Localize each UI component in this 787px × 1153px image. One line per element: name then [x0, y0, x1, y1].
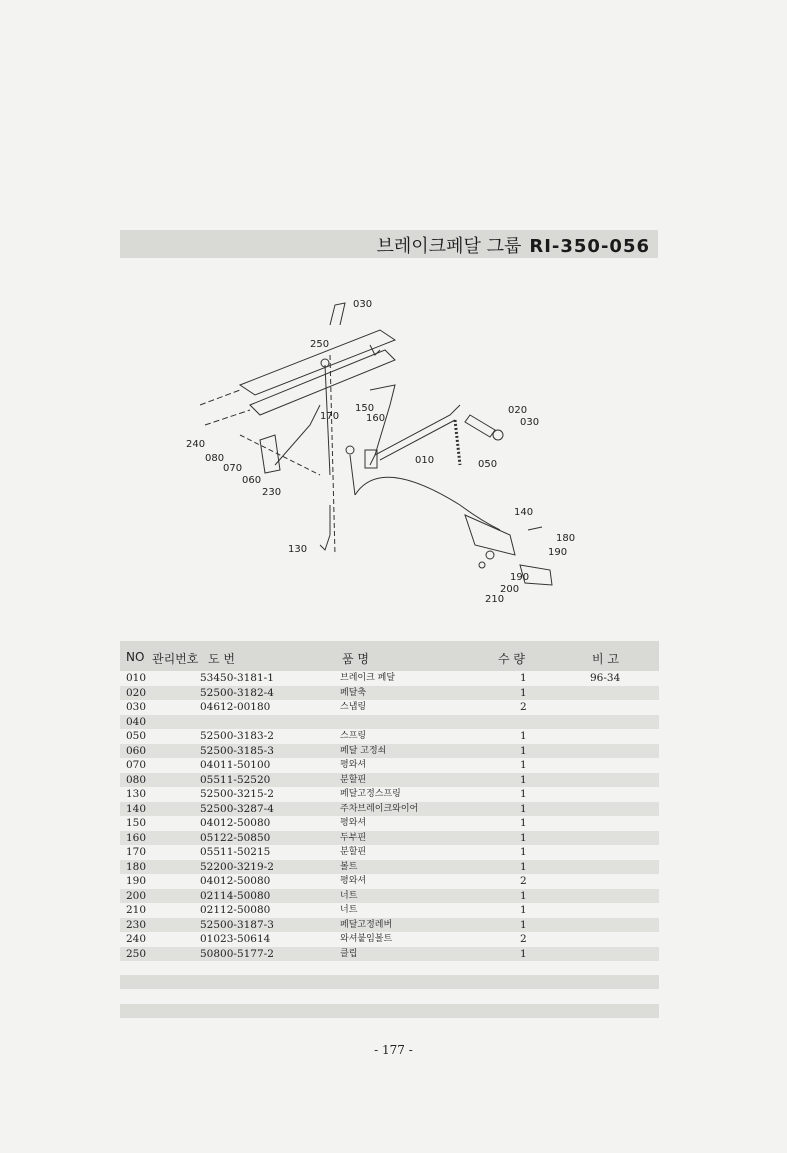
- part-number: 030: [126, 701, 147, 713]
- diagram-label: 250: [310, 339, 330, 350]
- table-row: [120, 700, 659, 715]
- quantity: 1: [520, 773, 527, 786]
- part-number: 240: [126, 933, 147, 945]
- diagram-label: 180: [556, 533, 576, 544]
- part-name: 페달고정레버: [340, 919, 393, 930]
- table-row: [120, 802, 659, 817]
- part-number: 060: [126, 744, 147, 757]
- diagram-label: 190: [510, 572, 530, 583]
- part-name: 스프링: [340, 731, 367, 741]
- part-number: 010: [126, 672, 147, 684]
- table-row: [120, 773, 659, 788]
- table-row: [120, 831, 659, 846]
- table-header: [120, 641, 659, 671]
- header-mgmt: 관리번호: [152, 652, 199, 666]
- drawing-number: 52500-3187-3: [200, 918, 274, 931]
- drawing-number: 02112-50080: [200, 904, 271, 916]
- part-name: 페달 고정쇠: [340, 745, 387, 756]
- drawing-number: 52200-3219-2: [200, 860, 274, 873]
- drawing-number: 52500-3183-2: [200, 730, 274, 742]
- part-number: 210: [126, 904, 147, 916]
- parts-table: [120, 641, 659, 961]
- part-number: 180: [126, 860, 147, 873]
- table-row: [120, 932, 659, 947]
- part-name: 분할핀: [340, 847, 367, 857]
- part-number: 250: [126, 947, 147, 960]
- part-number: 080: [126, 773, 147, 786]
- diagram-label: 240: [186, 439, 206, 450]
- part-name: 너트: [340, 890, 358, 901]
- drawing-number: 01023-50614: [200, 933, 271, 945]
- quantity: 1: [520, 686, 527, 699]
- part-name: 주차브레이크와이어: [340, 803, 419, 814]
- drawing-number: 52500-3215-2: [200, 788, 274, 800]
- drawing-number: 52500-3185-3: [200, 744, 274, 757]
- table-filler-row: [120, 975, 659, 989]
- quantity: 1: [520, 817, 527, 829]
- diagram-label: 080: [205, 453, 225, 464]
- diagram-label: 020: [508, 405, 528, 416]
- diagram-label: 060: [242, 475, 262, 486]
- quantity: 1: [520, 831, 527, 844]
- part-number: 230: [126, 918, 147, 931]
- table-row: [120, 918, 659, 933]
- table-row: [120, 903, 659, 918]
- part-name: 클립: [340, 948, 358, 959]
- quantity: 2: [520, 701, 527, 713]
- table-row: [120, 671, 659, 686]
- diagram-label: 160: [366, 413, 386, 424]
- table-row: [120, 874, 659, 889]
- page-number: - 177 -: [374, 1043, 413, 1057]
- header-drawing: 도 번: [208, 652, 235, 666]
- drawing-number: 52500-3182-4: [200, 686, 274, 699]
- table-row: [120, 860, 659, 875]
- part-number: 140: [126, 802, 147, 815]
- diagram-label: 010: [415, 455, 435, 466]
- quantity: 1: [520, 672, 527, 684]
- table-row: [120, 816, 659, 831]
- header-note: 비 고: [592, 652, 619, 666]
- part-name: 평와셔: [340, 760, 367, 770]
- title-text: 브레이크페달 그룹: [376, 236, 522, 257]
- part-name: 평와셔: [340, 876, 367, 886]
- part-name: 두부핀: [340, 832, 367, 843]
- diagram-label: 130: [288, 544, 308, 555]
- quantity: 2: [520, 933, 527, 945]
- part-number: 020: [126, 686, 147, 699]
- drawing-number: 53450-3181-1: [200, 672, 274, 684]
- diagram-label: 030: [353, 299, 373, 310]
- table-row: [120, 729, 659, 744]
- diagram-label: 170: [320, 411, 340, 422]
- part-number: 040: [126, 715, 147, 728]
- part-name: 와셔붙임볼트: [340, 934, 393, 944]
- table-filler-row: [120, 1004, 659, 1018]
- quantity: 1: [520, 802, 527, 815]
- diagram-label: 230: [262, 487, 282, 498]
- brake-pedal-exploded-diagram: [180, 295, 600, 610]
- part-number: 070: [126, 759, 147, 771]
- part-name: 스냅링: [340, 702, 367, 712]
- drawing-number: 04612-00180: [200, 701, 271, 713]
- part-number: 130: [126, 788, 147, 800]
- part-number: 050: [126, 730, 147, 742]
- table-body: [120, 671, 659, 961]
- part-number: 160: [126, 831, 147, 844]
- quantity: 1: [520, 904, 527, 916]
- table-row: [120, 787, 659, 802]
- table-row: [120, 758, 659, 773]
- drawing-number: 04012-50080: [200, 817, 271, 829]
- part-number: 200: [126, 889, 147, 902]
- drawing-number: 05122-50850: [200, 831, 271, 844]
- table-row: [120, 744, 659, 759]
- part-number: 170: [126, 846, 147, 858]
- part-name: 볼트: [340, 861, 358, 872]
- part-name: 브레이크 페달: [340, 673, 396, 683]
- quantity: 1: [520, 918, 527, 931]
- part-name: 너트: [340, 905, 358, 915]
- drawing-number: 04011-50100: [200, 759, 271, 771]
- drawing-number: 52500-3287-4: [200, 802, 274, 815]
- page-title-bar: [120, 230, 658, 258]
- part-name: 페달고정스프링: [340, 789, 401, 799]
- title-code: RI-350-056: [529, 236, 650, 257]
- part-name: 분할핀: [340, 774, 367, 785]
- quantity: 1: [520, 889, 527, 902]
- diagram-label: 150: [355, 403, 375, 414]
- remark: 96-34: [590, 672, 621, 684]
- drawing-number: 04012-50080: [200, 875, 271, 887]
- header-no: NO: [126, 650, 145, 664]
- quantity: 2: [520, 875, 527, 887]
- header-qty: 수 량: [498, 652, 525, 666]
- quantity: 1: [520, 846, 527, 858]
- part-number: 150: [126, 817, 147, 829]
- diagram-label: 050: [478, 459, 498, 470]
- quantity: 1: [520, 730, 527, 742]
- header-name: 품 명: [342, 652, 369, 666]
- diagram-label: 070: [223, 463, 243, 474]
- diagram-label: 030: [520, 417, 540, 428]
- diagram-label: 190: [548, 547, 568, 558]
- quantity: 1: [520, 744, 527, 757]
- part-name: 페달축: [340, 687, 367, 698]
- drawing-number: 50800-5177-2: [200, 947, 274, 960]
- diagram-label: 140: [514, 507, 534, 518]
- drawing-number: 05511-52520: [200, 773, 271, 786]
- quantity: 1: [520, 759, 527, 771]
- table-row: [120, 845, 659, 860]
- table-row: [120, 715, 659, 730]
- table-row: [120, 947, 659, 962]
- drawing-number: 05511-50215: [200, 846, 271, 858]
- part-number: 190: [126, 875, 147, 887]
- quantity: 1: [520, 860, 527, 873]
- quantity: 1: [520, 947, 527, 960]
- page-title: [377, 232, 650, 258]
- diagram-label: 200: [500, 584, 520, 595]
- drawing-number: 02114-50080: [200, 889, 271, 902]
- table-row: [120, 889, 659, 904]
- table-row: [120, 686, 659, 701]
- quantity: 1: [520, 788, 527, 800]
- diagram-label: 210: [485, 594, 505, 605]
- part-name: 평와셔: [340, 818, 367, 828]
